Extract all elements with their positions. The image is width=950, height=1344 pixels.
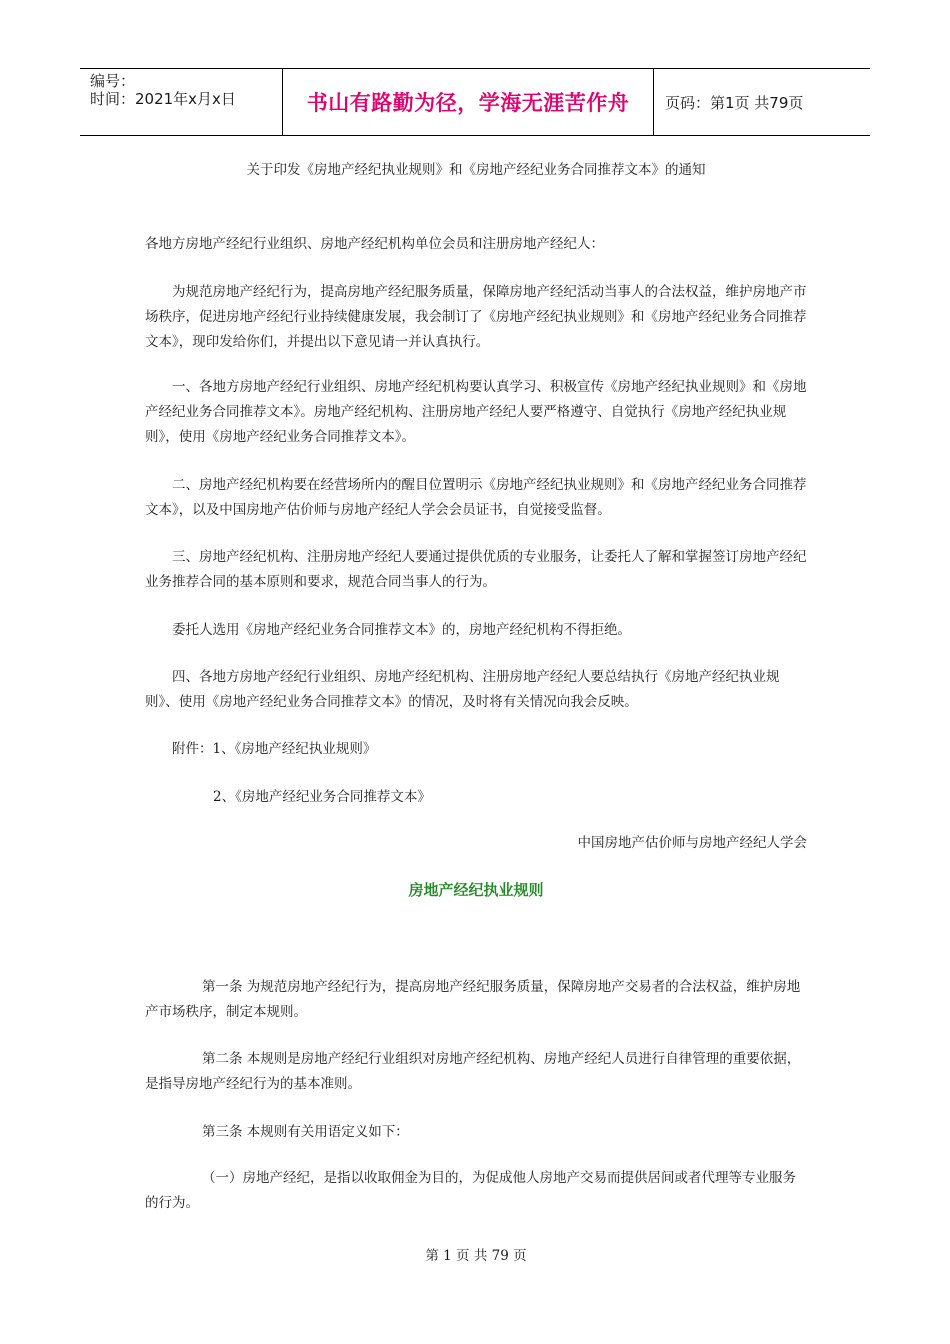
notice-item-2: 二、房地产经纪机构要在经营场所内的醒目位置明示《房地产经纪执业规则》和《房地产经纪业务合同推荐文本》，以及中国房地产估价师与房地产经纪人学会会员证书，自觉接受监督。 [145,477,807,518]
attachment-2: 2、《房地产经纪业务合同推荐文本》 [213,789,431,805]
notice-item-1: 一、各地方房地产经纪行业组织、房地产经纪机构要认真学习、积极宣传《房地产经纪执业规则》和《房地产经纪业务合同推荐文本》。房地产经纪机构、注册房地产经纪人要严格遵守、自觉执行《房地产经纪执业规则》，使用《房地产经纪业务合同推荐文本》。 [145,379,807,445]
attachment-1: 附件：1、《房地产经纪执业规则》 [172,741,377,757]
document-number-label: 编号： [90,72,136,90]
motto-text: 书山有路勤为径，学海无涯苦作舟 [306,91,630,115]
notice-salutation: 各地方房地产经纪行业组织、房地产经纪机构单位会员和注册房地产经纪人： [145,236,604,252]
rules-article-2: 第二条 本规则是房地产经纪行业组织对房地产经纪机构、房地产经纪人员进行自律管理的重要依据，是指导房地产经纪行为的基本准则。 [145,1051,801,1092]
header-meta [80,69,282,135]
notice-intro: 为规范房地产经纪行为，提高房地产经纪服务质量，保障房地产经纪活动当事人的合法权益，维护房地产市场秩序，促进房地产经纪行业持续健康发展，我会制订了《房地产经纪执业规则》和《房地产经纪业务合同推荐文本》，现印发给你们，并提出以下意见请一并认真执行。 [145,284,807,350]
header-page-info [654,69,870,135]
notice-signature: 中国房地产估价师与房地产经纪人学会 [577,835,807,851]
rules-definition-1: （一）房地产经纪，是指以收取佣金为目的，为促成他人房地产交易而提供居间或者代理等专业服务的行为。 [145,1170,796,1211]
notice-title: 关于印发《房地产经纪执业规则》和《房地产经纪业务合同推荐文本》的通知 [246,162,706,178]
rules-article-3: 第三条 本规则有关用语定义如下： [202,1124,409,1140]
header-motto [282,69,654,135]
notice-item-3-note: 委托人选用《房地产经纪业务合同推荐文本》的，房地产经纪机构不得拒绝。 [172,622,631,638]
page-footer: 第 1 页 共 79 页 [425,1248,527,1264]
page-header [80,68,870,136]
notice-item-3: 三、房地产经纪机构、注册房地产经纪人要通过提供优质的专业服务，让委托人了解和掌握签订房地产经纪业务推荐合同的基本原则和要求，规范合同当事人的行为。 [145,549,807,590]
notice-item-4: 四、各地方房地产经纪行业组织、房地产经纪机构、注册房地产经纪人要总结执行《房地产经纪执业规则》、使用《房地产经纪业务合同推荐文本》的情况，及时将有关情况向我会反映。 [145,669,780,710]
page-count-label: 页码：第1页 共79页 [665,93,804,112]
document-time-label: 时间：2021年x月x日 [90,90,236,108]
rules-article-1: 第一条 为规范房地产经纪行为，提高房地产经纪服务质量，保障房地产交易者的合法权益，维护房地产市场秩序，制定本规则。 [145,979,801,1020]
rules-title: 房地产经纪执业规则 [408,881,544,899]
